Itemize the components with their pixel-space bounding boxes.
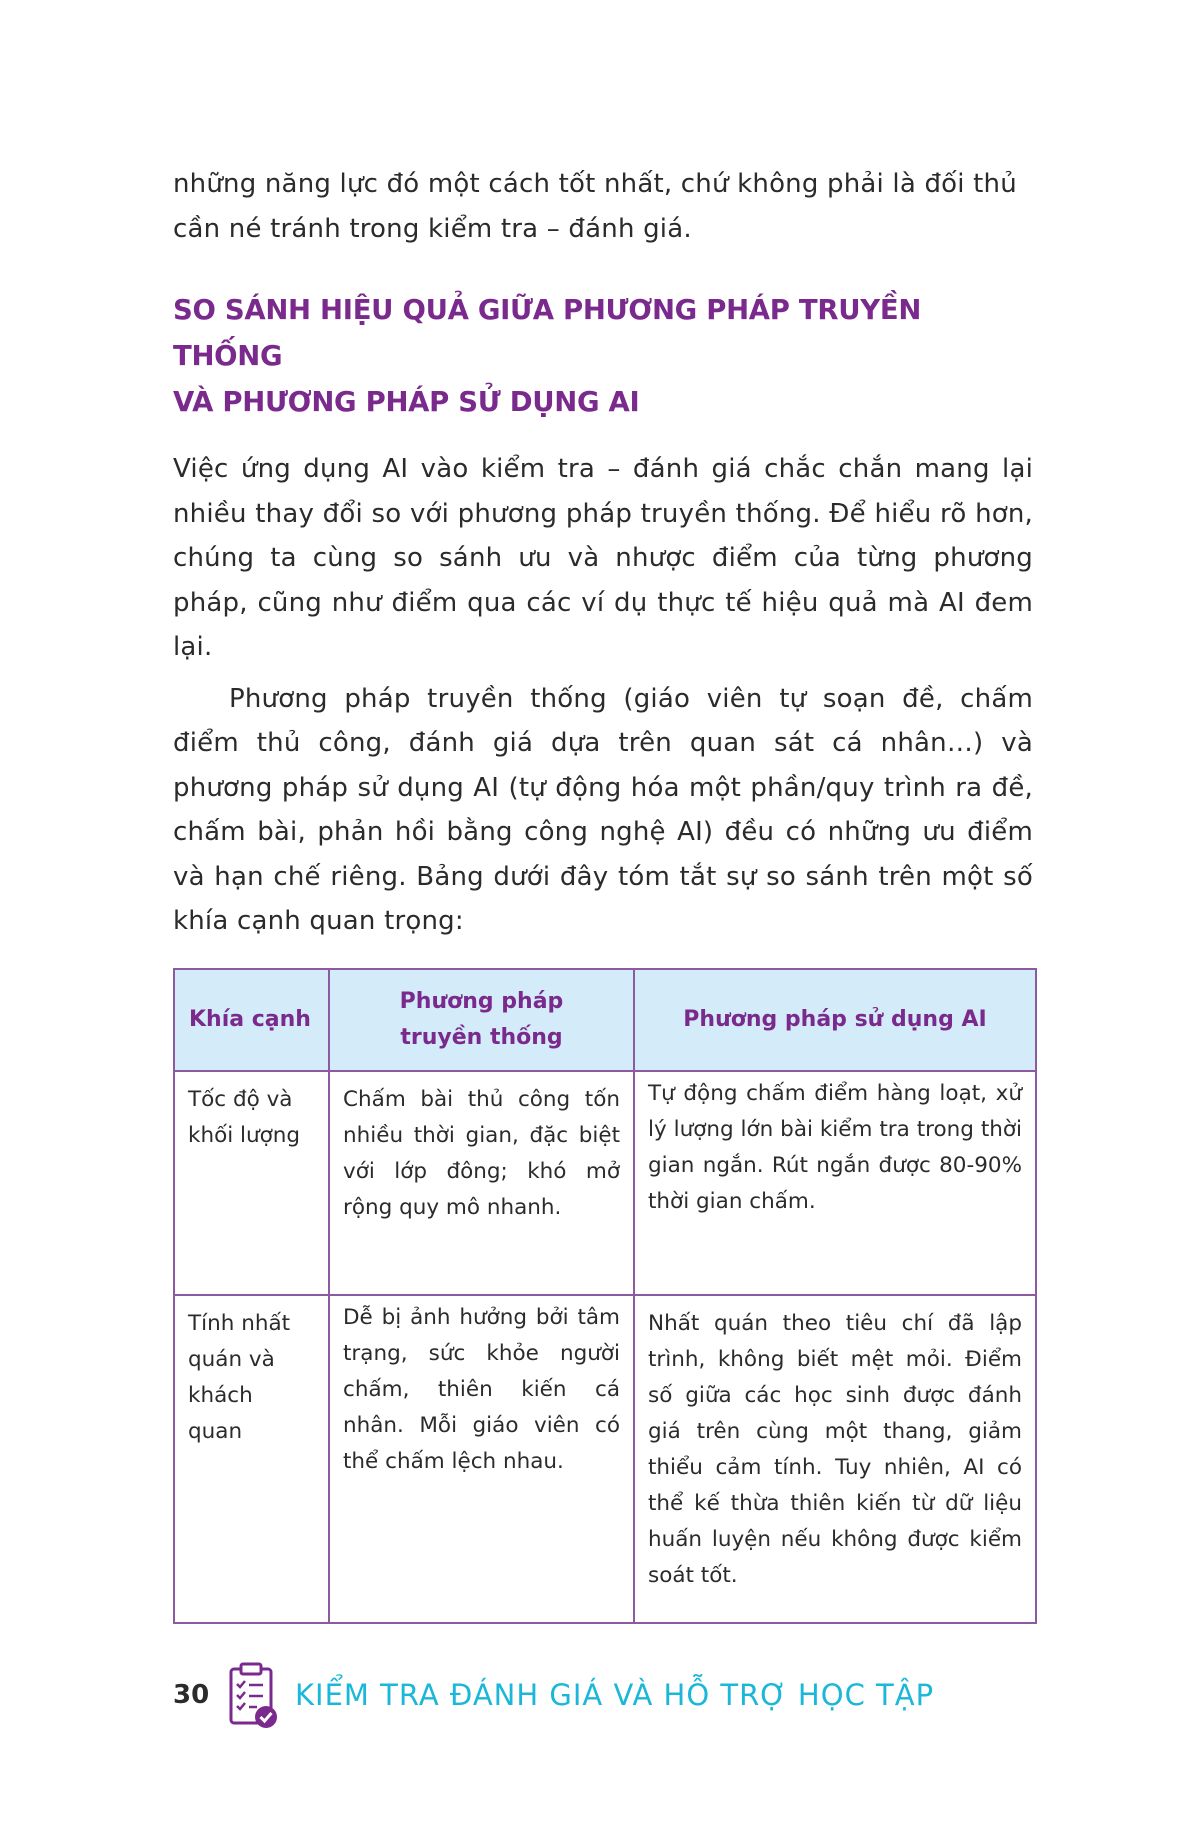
- section-heading: [173, 287, 1033, 425]
- page-footer: [173, 1660, 934, 1730]
- cell-aspect: [174, 1295, 329, 1623]
- cell-ai: Nhất quán theo tiêu chí đã lập trình, không biết mệt mỏi. Điểm số giữa các học sinh được đánh giá trên cùng một thang, giảm thiểu cảm tính. Tuy nhiên, AI có thể kế thừa thiên kiến từ dữ liệu huấn luyện nếu không được kiểm soát tốt.: [634, 1295, 1036, 1623]
- header-traditional-text: Phương pháp truyền thống: [399, 989, 564, 1050]
- section-heading-line1: SO SÁNH HIỆU QUẢ GIỮA PHƯƠNG PHÁP TRUYỀN THỐNG: [173, 294, 922, 372]
- page-number: 30: [173, 1680, 210, 1710]
- cell-ai: Tự động chấm điểm hàng loạt, xử lý lượng lớn bài kiểm tra trong thời gian ngắn. Rút ngắn được 80-90% thời gian chấm.: [634, 1071, 1036, 1295]
- intro-paragraph: Việc ứng dụng AI vào kiểm tra – đánh giá chắc chắn mang lại nhiều thay đổi so với phương pháp truyền thống. Để hiểu rõ hơn, chúng ta cùng so sánh ưu và nhược điểm của từng phương pháp, cũng như điểm qua các ví dụ thực tế hiệu quả mà AI đem lại.: [173, 454, 1033, 662]
- comparison-table: [173, 968, 1037, 1624]
- table-row: [174, 1071, 1036, 1295]
- table-header-row: [174, 969, 1036, 1071]
- header-traditional: [329, 969, 634, 1071]
- table-row: [174, 1295, 1036, 1623]
- continuation-paragraph: những năng lực đó một cách tốt nhất, chứ không phải là đối thủ cần né tránh trong kiểm tra – đánh giá.: [173, 169, 1017, 244]
- cell-aspect-text: Tính nhất quán và khách quan: [188, 1311, 291, 1444]
- book-title: KIỂM TRA ĐÁNH GIÁ VÀ HỖ TRỢ HỌC TẬP: [295, 1678, 935, 1712]
- header-aspect: Khía cạnh: [174, 969, 329, 1071]
- cell-traditional: Chấm bài thủ công tốn nhiều thời gian, đặc biệt với lớp đông; khó mở rộng quy mô nhanh.: [329, 1071, 634, 1295]
- cell-traditional: Dễ bị ảnh hưởng bởi tâm trạng, sức khỏe người chấm, thiên kiến cá nhân. Mỗi giáo viên có thể chấm lệch nhau.: [329, 1295, 634, 1623]
- header-ai: Phương pháp sử dụng AI: [634, 969, 1036, 1071]
- clipboard-checklist-icon: [225, 1660, 281, 1730]
- page-content: [173, 162, 1033, 944]
- comparison-paragraph: Phương pháp truyền thống (giáo viên tự soạn đề, chấm điểm thủ công, đánh giá dựa trên quan sát cá nhân…) và phương pháp sử dụng AI (tự động hóa một phần/quy trình ra đề, chấm bài, phản hồi bằng công nghệ AI) đều có những ưu điểm và hạn chế riêng. Bảng dưới đây tóm tắt sự so sánh trên một số khía cạnh quan trọng:: [173, 683, 1033, 936]
- cell-aspect-text: Tốc độ và khối lượng: [188, 1087, 301, 1148]
- cell-aspect: [174, 1071, 329, 1295]
- section-heading-line2: VÀ PHƯƠNG PHÁP SỬ DỤNG AI: [173, 386, 640, 418]
